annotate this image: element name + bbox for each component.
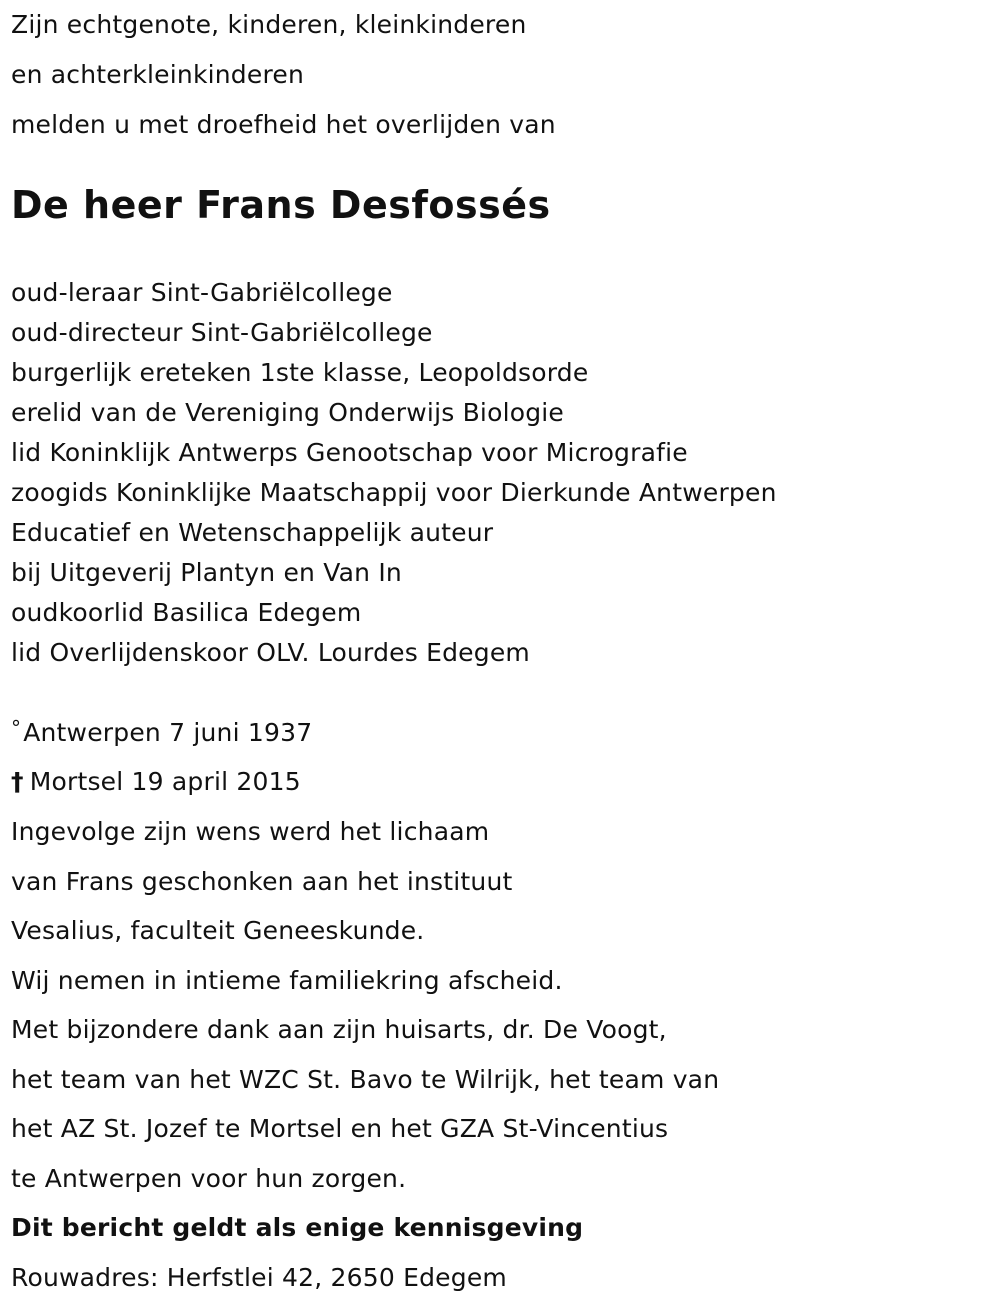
title-line: oud-leraar Sint-Gabriëlcollege <box>11 278 393 307</box>
death-line <box>11 769 312 794</box>
body-block <box>11 819 719 1314</box>
address-line: Rouwadres: Herfstlei 42, 2650 Edegem <box>11 1262 507 1292</box>
body-line: van Frans geschonken aan het instituut <box>11 866 513 896</box>
birth-icon: ° <box>11 716 22 740</box>
title-line: burgerlijk ereteken 1ste klasse, Leopoldsorde <box>11 358 589 387</box>
title-line: oudkoorlid Basilica Edegem <box>11 598 362 627</box>
body-line: het AZ St. Jozef te Mortsel en het GZA St-Vincentius <box>11 1114 669 1143</box>
body-line: het team van het WZC St. Bavo te Wilrijk, het team van <box>11 1064 720 1094</box>
title-line: zoogids Koninklijke Maatschappij voor Dierkunde Antwerpen <box>11 478 777 507</box>
title-line: Educatief en Wetenschappelijk auteur <box>11 518 494 547</box>
body-line: Vesalius, faculteit Geneeskunde. <box>11 916 425 945</box>
intro-line: Zijn echtgenote, kinderen, kleinkinderen <box>11 10 527 39</box>
deceased-name: De heer Frans Desfossés <box>11 183 551 227</box>
intro-block <box>11 12 556 162</box>
intro-line: en achterkleinkinderen <box>11 60 305 89</box>
body-line: Wij nemen in intieme familiekring afscheid. <box>11 965 563 995</box>
body-line: Met bijzondere dank aan zijn huisarts, dr. De Voogt, <box>11 1015 667 1044</box>
birth-text: Antwerpen 7 juni 1937 <box>23 718 313 747</box>
body-line: Ingevolge zijn wens werd het lichaam <box>11 817 490 846</box>
title-line: lid Koninklijk Antwerps Genootschap voor Micrografie <box>11 438 688 467</box>
title-line: lid Overlijdenskoor OLV. Lourdes Edegem <box>11 638 530 667</box>
titles-list <box>11 280 777 680</box>
intro-line: melden u met droefheid het overlijden van <box>11 110 556 139</box>
dates-block <box>11 716 313 818</box>
title-line: oud-directeur Sint-Gabriëlcollege <box>11 318 433 347</box>
body-line: te Antwerpen voor hun zorgen. <box>11 1163 407 1193</box>
notice-line: Dit bericht geldt als enige kennisgeving <box>11 1213 584 1242</box>
title-line: erelid van de Vereniging Onderwijs Biologie <box>11 398 565 427</box>
cross-icon: † <box>11 767 24 796</box>
title-line: bij Uitgeverij Plantyn en Van In <box>11 558 402 587</box>
birth-line <box>11 716 313 747</box>
death-text: Mortsel 19 april 2015 <box>29 767 301 796</box>
